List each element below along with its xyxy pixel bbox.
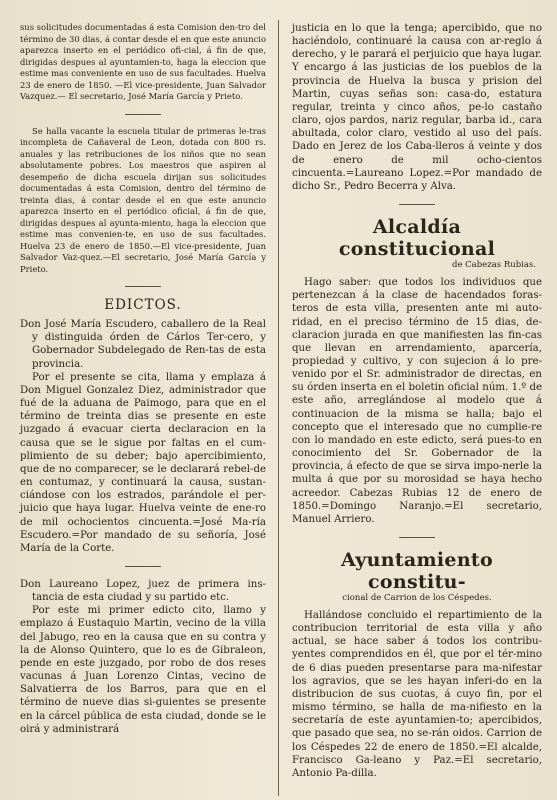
edict-title-lopez: Don Laureano Lopez, juez de primera ins-tancia de esta ciudad y su partido etc. xyxy=(20,578,266,604)
separator-rule xyxy=(125,286,161,287)
ayuntamiento-subheading: cional de Carrion de los Céspedes. xyxy=(342,593,492,603)
alcaldia-paragraph: Hago saber: que todos los individuos que pertenezcan á la clase de hacendados foras-teros de esta villa, presenten ante mi auto-ridad, en el preciso término de 15 dias, de-claracion jurada en que manifiesten las fin-cas que llevan en arrendamiento, aparcería, propiedad y cultivo, y con sujecion á lo pre-venido por el Sr. administrador de directas, en su órden inserta en el boletin oficial núm. 1.º de este año, arreglándose al modelo que á continuacion de la misma se halla; bajo el concepto que el interesado que no cumplie-re con lo mandado en este edicto, será pues-to en conocimiento del Sr. Gobernador de la provincia, á efecto de que se sirva impo-nerle la multa á que por su morosidad se haya hecho acreedor. Cabezas Rubias 12 de enero de 1850.=Domingo Naranjo.=El secretario, Manuel Arriero. xyxy=(292,277,542,525)
alcaldia-heading: Alcaldía constitucional xyxy=(338,216,496,261)
school-vacancy-paragraph: Se halla vacante la escuela titular de primeras le-tras incompleta de Cañaveral de Leon, dotada con 800 rs. anuales y las retribuciones de los niños que no sean absolutamente pobres. Los maestros que aspiren al desempeño de dicha escuela dirijan sus solicitudes documentadas á esta Comision, dentro del término de treinta dias, á contar desde el en que este anuncio aparezca inserto en el periódico oficial, á fin de que, dirigidas despues al ayunta-miento, haga la eleccion que estime mas convenien-te, en uso de sus facultades. Huelva 23 de enero de 1850.—El vice-presidente, Juan Salvador Vaz-quez.—El secretario, José María García y Prieto. xyxy=(20,125,266,274)
notice-paragraph: sus solicitudes documentadas á esta Comision den-tro del término de 30 dias, á contar desde el en que este anuncio aparezca inserto en el periódico ofi-cial, á fin de que, dirigidas despues al ayuntamien-to, haga la eleccion que estime mas conveniente en uso de sus facultades. Huelva 23 de enero de 1850. —El vice-presidente, Juan Salvador Vazquez.— El secretario, José María García y Prieto. xyxy=(20,22,266,101)
separator-rule xyxy=(125,566,161,567)
edictos-heading: EDICTOS. xyxy=(104,297,182,313)
ayuntamiento-heading: Ayuntamiento constitu- xyxy=(340,549,493,593)
ayuntamiento-paragraph: Hallándose concluido el repartimiento de la contribucion territorial de esta villa y año actual, se hace saber á todos los contribu-yentes comprendidos en él, que por el tér-mino de 6 dias pueden presentarse para ma-nifestar los agravios, que se les hayan inferi-do en la distribucion de sus cuotas, á cuyo fin, por el mismo término, se halla de ma-nifiesto en la secretaría de este ayuntamien-to; apercibidos, que pasado que sea, no se-rán oidos. Carrion de los Céspedes 22 de enero de 1850.=El alcalde, Francisco Ga-leano y Paz.=El secretario, Antonio Pa-dilla. xyxy=(292,610,542,779)
edict-title-escudero: Don José María Escudero, caballero de la Real y distinguida órden de Cárlos Ter-cero, y Gobernador Subdelegado de Ren-tas de esta provincia. xyxy=(20,319,266,370)
separator-rule xyxy=(125,114,161,115)
alcaldia-subheading: de Cabezas Rubias. xyxy=(452,260,536,271)
separator-rule xyxy=(399,537,435,538)
right-column xyxy=(292,22,542,780)
edict-body-lopez: Por este mi primer edicto cito, llamo y emplazo á Eustaquio Martin, vecino de la villa del Jabugo, reo en la causa que en su contra y la de Alonso Quintero, que lo es de Gibraleon, pende en este juzgado, por robo de dos reses vacunas á Juan Lorenzo Cintas, vecino de Salvatierra de los Barros, para que en el término de nueve dias si-guientes se presente en la cárcel pública de esta ciudad, donde se le oirá y administrará xyxy=(20,605,266,735)
edict-continuation: justicia en lo que la tenga; apercibido, que no haciéndolo, continuaré la causa con ar-reglo á derecho, y le parará el perjuicio que haya lugar. Y encargo á las justicias de los pueblos de la provincia de Huelva la busca y prision del Martin, cuyas señas son: casa-do, estatura regular, treinta y cinco años, pe-lo castaño claro, ojos pardos, nariz regular, barba id., cara abultada, color claro, vestido al uso del país. Dado en Jerez de los Caba-lleros á veinte y dos de enero de mil ocho-cientos cincuenta.=Laureano Lopez.=Por mandado de dicho Sr., Pedro Becerra y Alva. xyxy=(292,23,542,192)
separator-rule xyxy=(399,204,435,205)
edict-body-escudero: Por el presente se cita, llama y emplaza á Don Miguel Gonzalez Diez, administrador que fué de la aduana de Paimogo, para que en el término de treinta dias se presente en este juzgado á evacuar cierta declaracion en la causa que se le sigue por faltas en el cum-plimiento de su deber; bajo apercibimiento, que de no comparecer, se le declarará rebel-de en contumaz, y continuará la causa, sustan-ciándose con los estrados, parándole el per-juicio que haya lugar. Huelva veinte de ene-ro de mil ochocientos cincuenta.=José Ma-ría Escudero.=Por mandado de su señoría, José María de la Corte. xyxy=(20,371,266,554)
left-column xyxy=(20,22,266,736)
column-divider xyxy=(278,20,279,796)
